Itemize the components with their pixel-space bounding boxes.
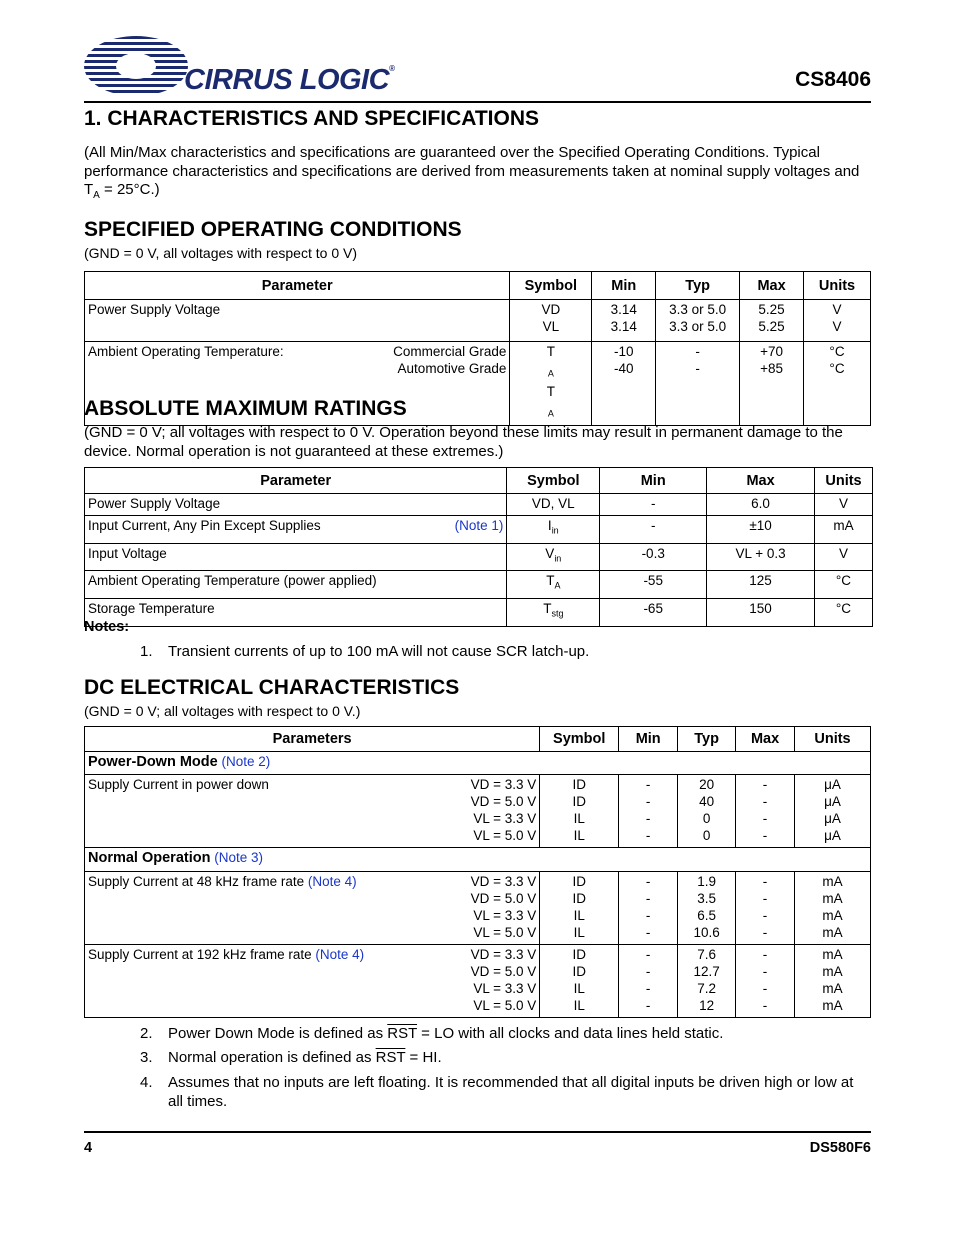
col-header: Parameter <box>85 272 510 300</box>
col-header: Max <box>707 468 815 494</box>
max-cell: - - - - <box>736 945 795 1018</box>
logo-wordmark: CIRRUS LOGIC <box>184 64 390 96</box>
note-number: 3. <box>140 1049 153 1066</box>
intro-text-b: = 25°C.) <box>99 181 160 198</box>
note-text: Assumes that no inputs are left floating. It is recommended that all digital inputs be driven high or low at all times. <box>168 1074 854 1110</box>
amr-title: ABSOLUTE MAXIMUM RATINGS <box>84 397 407 420</box>
param-cell: Supply Current at 48 kHz frame rate (Note 4) VD = 3.3 V VD = 5.0 V VL = 3.3 V VL = 5.0 V <box>85 872 540 945</box>
min-cell: -0.3 <box>600 543 707 571</box>
symbol-cell: T $_A$ T $_A$ <box>510 342 592 426</box>
section-intro <box>84 144 871 206</box>
page-number: 4 <box>84 1140 93 1156</box>
col-header: Symbol <box>510 272 592 300</box>
max-cell: 150 <box>707 599 815 627</box>
units-cell: μA μA μA μA <box>795 775 871 848</box>
param-cell: Supply Current in power down VD = 3.3 V VD = 5.0 V VL = 3.3 V VL = 5.0 V <box>85 775 540 848</box>
param-cell: Ambient Operating Temperature (power applied) <box>85 571 507 599</box>
part-number: CS8406 <box>795 68 871 91</box>
min-cell: -55 <box>600 571 707 599</box>
col-header: Symbol <box>540 727 619 752</box>
max-cell: - - - - <box>736 775 795 848</box>
note-number: 2. <box>140 1025 153 1042</box>
min-cell: - - - - <box>619 872 678 945</box>
col-header: Min <box>592 272 656 300</box>
document-id: DS580F6 <box>809 1140 871 1156</box>
page-header <box>84 30 871 102</box>
condition-list: VD = 3.3 V VD = 5.0 V VL = 3.3 V VL = 5.0 V <box>470 947 537 1013</box>
col-header: Min <box>619 727 678 752</box>
min-cell: - - - - <box>619 775 678 848</box>
param-cell: Supply Current at 192 kHz frame rate (Note 4) VD = 3.3 V VD = 5.0 V VL = 3.3 V VL = 5.0 V <box>85 945 540 1018</box>
col-header: Typ <box>678 727 736 752</box>
note-text: Power Down Mode is defined as $\overline{RST}$ = LO with all clocks and data lines held static. <box>168 1025 724 1042</box>
max-cell: - - - - <box>736 872 795 945</box>
dc-table <box>84 726 871 1018</box>
table-header-row <box>85 468 873 494</box>
soc-conditions: (GND = 0 V, all voltages with respect to 0 V) <box>84 245 357 261</box>
table-row <box>85 494 873 516</box>
grade-list: Commercial Grade Automotive Grade <box>393 344 507 376</box>
col-header: Parameter <box>85 468 507 494</box>
max-cell: 6.0 <box>707 494 815 516</box>
cirrus-globe-icon <box>84 34 194 96</box>
units-cell: °C °C <box>804 342 871 426</box>
table-row <box>85 571 873 599</box>
min-cell: - <box>600 494 707 516</box>
min-cell: - - - - <box>619 945 678 1018</box>
symbol-cell: $T_A$ <box>507 571 600 599</box>
max-cell: 125 <box>707 571 815 599</box>
symbol-cell: ID ID IL IL <box>540 945 619 1018</box>
min-cell: 3.14 3.14 <box>592 300 656 342</box>
units-cell: mA mA mA mA <box>795 945 871 1018</box>
group-row <box>85 848 871 872</box>
table-row <box>85 872 871 945</box>
param-cell: Input Voltage <box>85 543 507 571</box>
registered-mark: ® <box>389 64 395 73</box>
col-header: Symbol <box>507 468 600 494</box>
col-header: Min <box>600 468 707 494</box>
units-cell: mA <box>814 516 872 544</box>
symbol-cell: ID ID IL IL <box>540 775 619 848</box>
col-header: Units <box>804 272 871 300</box>
group-row <box>85 752 871 775</box>
note-link[interactable]: (Note 4) <box>307 874 357 889</box>
col-header: Max <box>736 727 795 752</box>
units-cell: mA mA mA mA <box>795 872 871 945</box>
param-cell: Power Supply Voltage <box>85 300 510 342</box>
group-cell: Normal Operation (Note 3) <box>85 848 871 872</box>
footer-rule <box>84 1131 871 1133</box>
units-cell: V <box>814 494 872 516</box>
note-number: 4. <box>140 1074 153 1091</box>
note-link[interactable]: (Note 3) <box>214 850 264 865</box>
max-cell: VL + 0.3 <box>707 543 815 571</box>
condition-list: VD = 3.3 V VD = 5.0 V VL = 3.3 V VL = 5.0 V <box>470 777 537 843</box>
typ-cell: - - <box>656 342 740 426</box>
table-header-row <box>85 272 871 300</box>
min-cell: - <box>600 516 707 544</box>
symbol-cell: VD VL <box>510 300 592 342</box>
group-cell: Power-Down Mode (Note 2) <box>85 752 871 775</box>
cirrus-logic-logo <box>84 34 395 96</box>
col-header: Typ <box>656 272 740 300</box>
note-text: Transient currents of up to 100 mA will not cause SCR latch-up. <box>168 643 590 660</box>
intro-subscript: A <box>93 190 100 201</box>
header-rule <box>84 101 871 103</box>
table-row <box>85 516 873 544</box>
units-cell: °C <box>814 599 872 627</box>
note-link[interactable]: (Note 4) <box>315 947 365 962</box>
note-link[interactable]: (Note 1) <box>454 518 504 533</box>
col-header: Units <box>814 468 872 494</box>
col-header: Parameters <box>85 727 540 752</box>
condition-list: VD = 3.3 V VD = 5.0 V VL = 3.3 V VL = 5.0 V <box>470 874 537 940</box>
dc-title: DC ELECTRICAL CHARACTERISTICS <box>84 676 460 699</box>
symbol-cell: $T_{stg}$ <box>507 599 600 627</box>
units-cell: V <box>814 543 872 571</box>
param-cell: Power Supply Voltage <box>85 494 507 516</box>
soc-title: SPECIFIED OPERATING CONDITIONS <box>84 218 462 241</box>
max-cell: ±10 <box>707 516 815 544</box>
min-cell: -65 <box>600 599 707 627</box>
table-row <box>85 543 873 571</box>
table-header-row <box>85 727 871 752</box>
notes-heading: Notes: <box>84 619 130 635</box>
typ-cell: 1.9 3.5 6.5 10.6 <box>678 872 736 945</box>
note-link[interactable]: (Note 2) <box>221 754 271 769</box>
symbol-cell: ID ID IL IL <box>540 872 619 945</box>
param-cell: Storage Temperature <box>85 599 507 627</box>
typ-cell: 20 40 0 0 <box>678 775 736 848</box>
section-title: 1. CHARACTERISTICS AND SPECIFICATIONS <box>84 107 540 130</box>
note-text: Normal operation is defined as $\overline{RST}$ = HI. <box>168 1049 442 1066</box>
symbol-cell: $I_{in}$ <box>507 516 600 544</box>
min-cell: -10 -40 <box>592 342 656 426</box>
max-cell: 5.25 5.25 <box>740 300 804 342</box>
amr-table <box>84 467 873 627</box>
dc-conditions: (GND = 0 V; all voltages with respect to 0 V.) <box>84 703 361 719</box>
units-cell: °C <box>814 571 872 599</box>
table-row <box>85 599 873 627</box>
col-header: Max <box>740 272 804 300</box>
max-cell: +70 +85 <box>740 342 804 426</box>
typ-cell: 3.3 or 5.0 3.3 or 5.0 <box>656 300 740 342</box>
table-row <box>85 775 871 848</box>
table-row <box>85 300 871 342</box>
param-cell: Input Current, Any Pin Except Supplies (Note 1) <box>85 516 507 544</box>
table-row <box>85 945 871 1018</box>
typ-cell: 7.6 12.7 7.2 12 <box>678 945 736 1018</box>
note-number: 1. <box>140 643 153 660</box>
col-header: Units <box>795 727 871 752</box>
symbol-cell: $V_{in}$ <box>507 543 600 571</box>
intro-text-a: (All Min/Max characteristics and specifications are guaranteed over the Specified Operating Conditions. Typical performance characteristics and specifications are derived from measurements taken at nominal supply voltages and T <box>84 144 860 198</box>
symbol-cell: VD, VL <box>507 494 600 516</box>
param-label: Ambient Operating Temperature: <box>88 344 284 359</box>
amr-conditions: (GND = 0 V; all voltages with respect to 0 V. Operation beyond these limits may result in permanent damage to the device. Normal operation is not guaranteed at these extremes.) <box>84 424 843 460</box>
units-cell: V V <box>804 300 871 342</box>
